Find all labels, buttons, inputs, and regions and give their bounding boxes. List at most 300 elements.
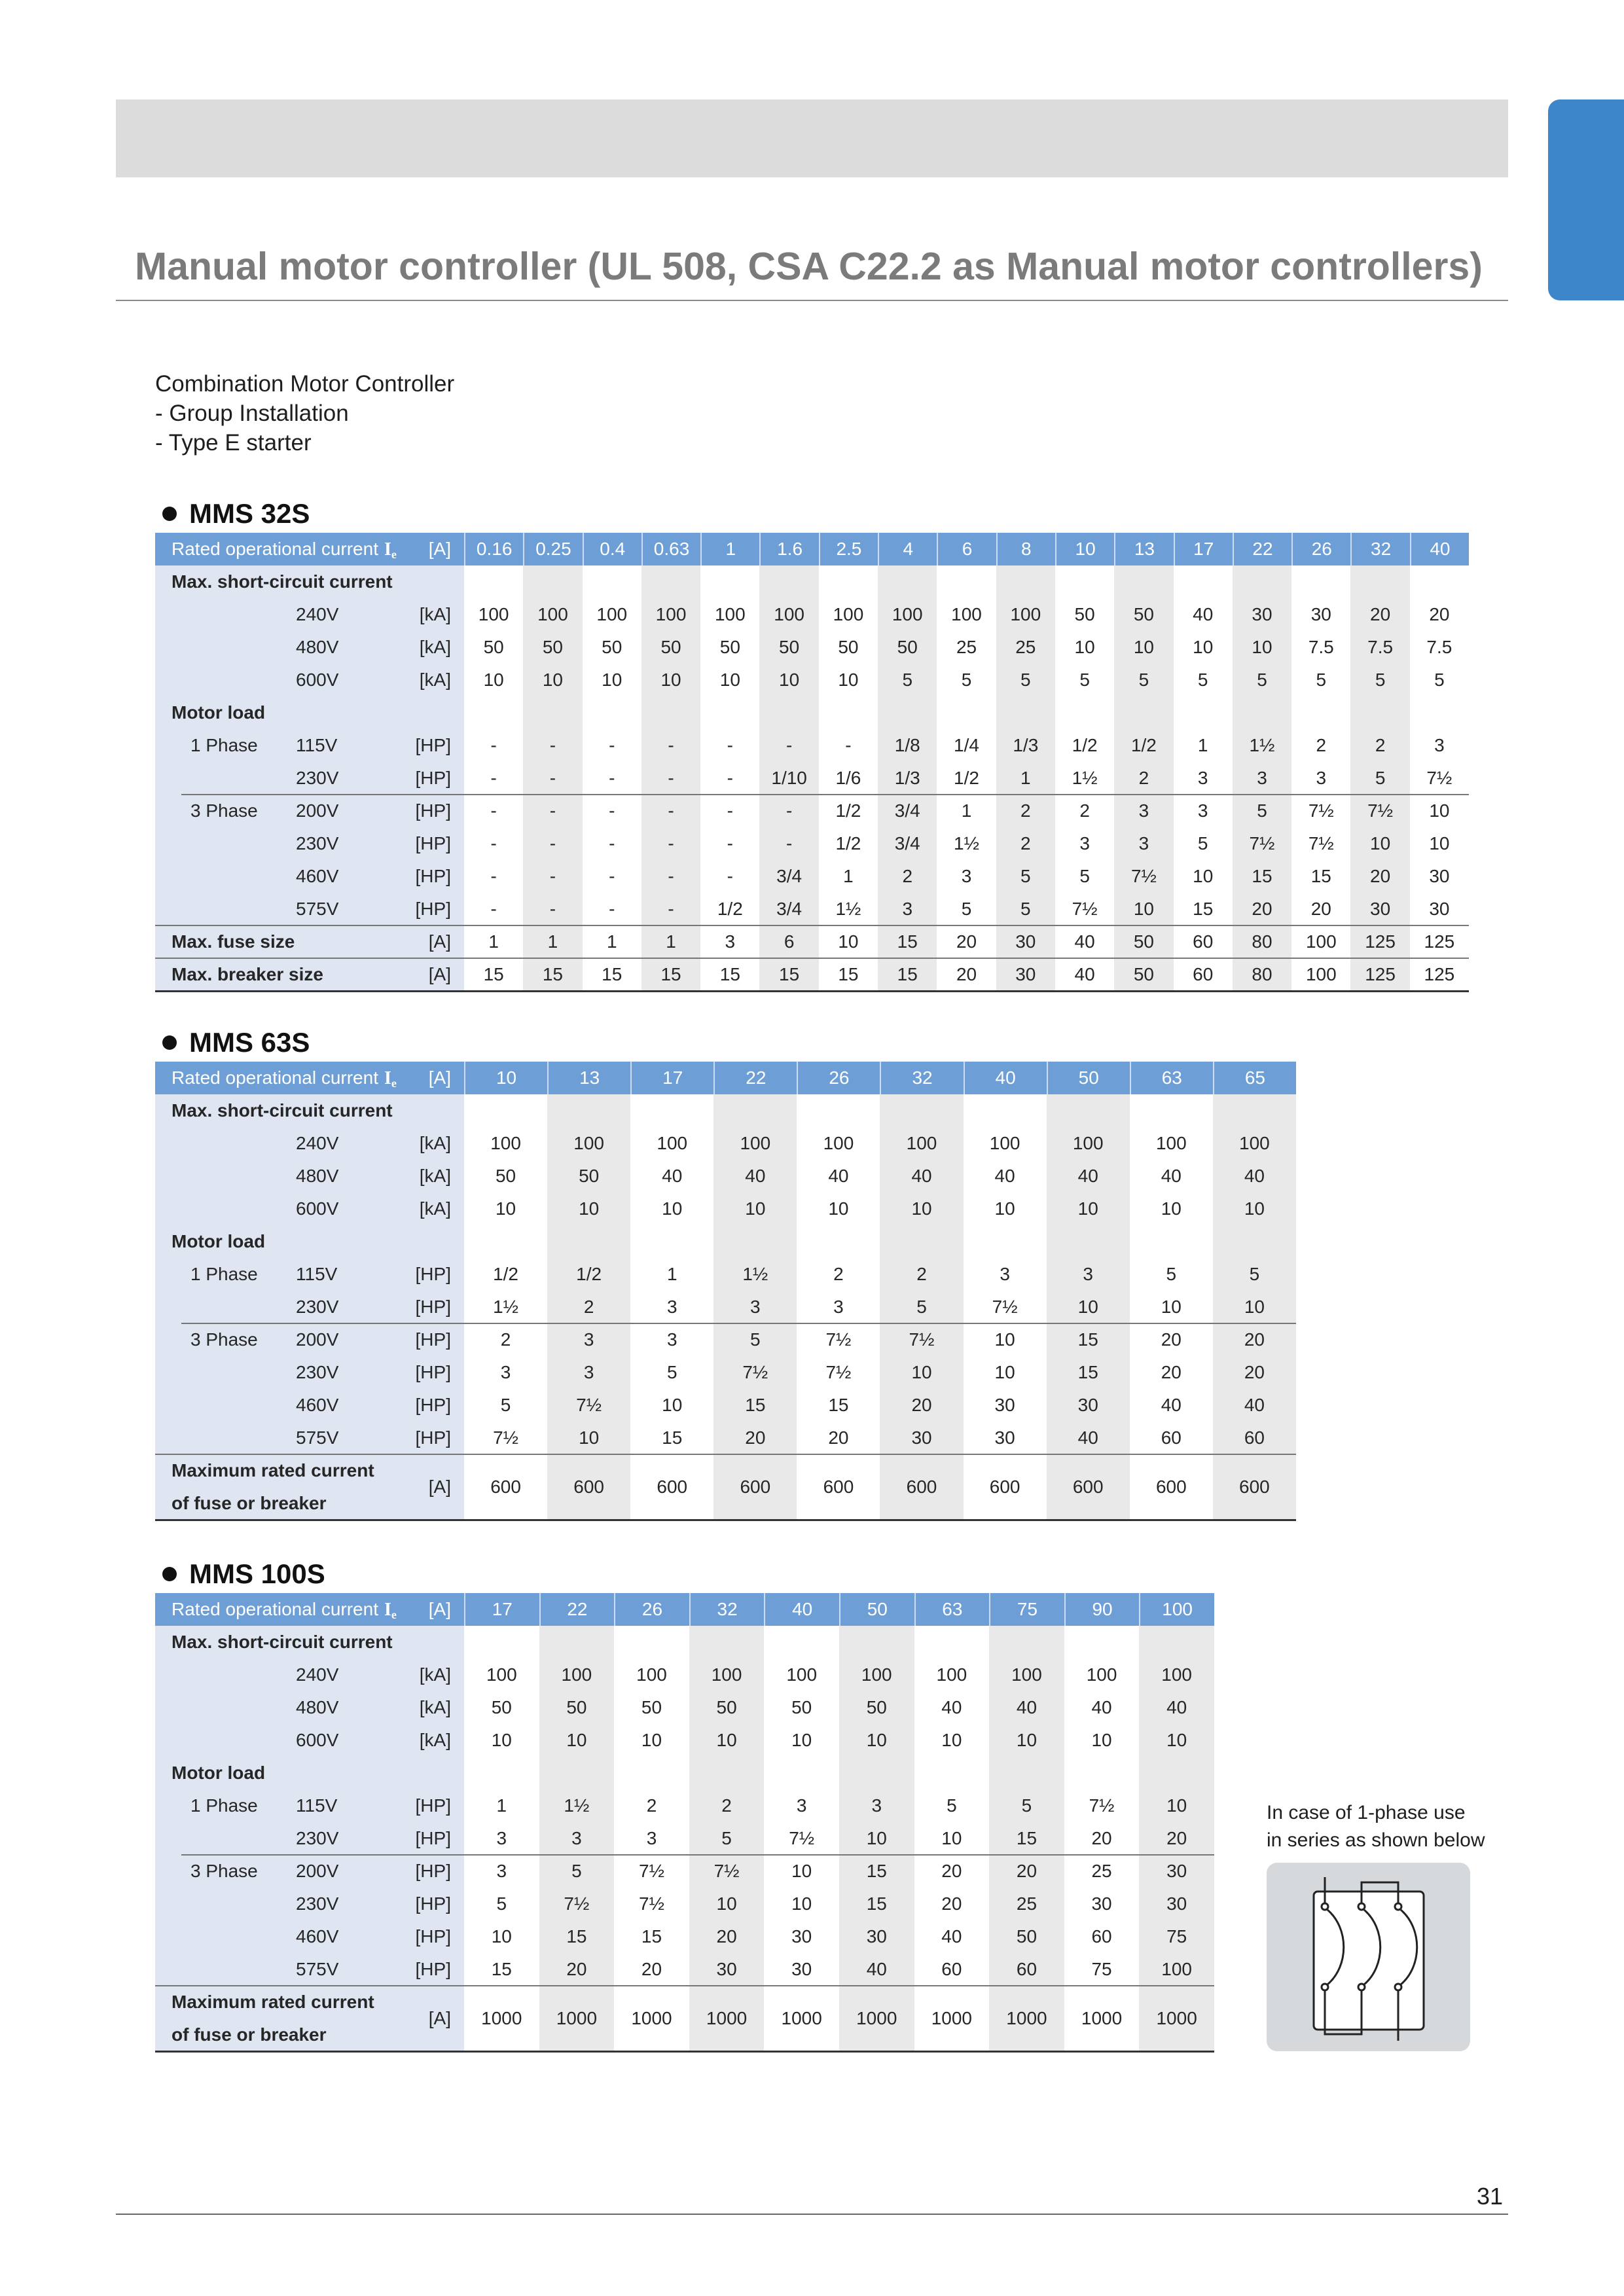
row-label-cell	[155, 1953, 464, 1986]
rating-table	[155, 1062, 1296, 1520]
value-cell: 60	[1213, 1422, 1296, 1454]
value-cell: 1000	[989, 1986, 1064, 2051]
empty-cell	[1233, 696, 1291, 729]
value-cell: 30	[994, 1427, 1015, 1448]
value-cell: 15	[838, 964, 859, 984]
value-cell: 20	[539, 1953, 615, 1986]
header-value-cell: 75	[989, 1593, 1064, 1626]
value-cell: 20	[1429, 604, 1450, 624]
current-symbol: I	[384, 1600, 391, 1620]
current-symbol-subscript: e	[391, 548, 397, 561]
value-cell: 10	[1074, 637, 1095, 657]
value-cell: 60	[1091, 1926, 1112, 1946]
value-cell: 100	[996, 598, 1055, 631]
value-cell: 10	[602, 670, 623, 690]
section-label: Max. short-circuit current	[171, 1100, 393, 1121]
value-cell: 5	[878, 664, 937, 696]
value-cell: 1/8	[878, 729, 937, 762]
unit-label: [HP]	[415, 768, 451, 788]
value-cell: -	[641, 827, 700, 860]
empty-cell	[539, 1757, 615, 1789]
value-cell: 7½	[789, 1828, 815, 1848]
value-cell: 15	[719, 964, 740, 984]
value-cell: -	[523, 827, 582, 860]
intro-line: - Group Installation	[155, 401, 349, 426]
value-cell: 20	[941, 1893, 962, 1914]
value-cell: 10	[791, 1730, 812, 1750]
value-cell: 50	[602, 637, 623, 657]
value-cell: 10	[713, 1193, 797, 1225]
value-cell: 25	[1091, 1861, 1112, 1881]
value-cell: 15	[1310, 866, 1331, 886]
value-cell: 20	[1310, 899, 1331, 919]
value-cell: 1½	[1072, 768, 1098, 788]
header-value-cell: 0.4	[583, 533, 641, 565]
data-row	[155, 795, 1469, 827]
header-value-cell: 100	[1139, 1593, 1214, 1626]
empty-cell	[464, 565, 523, 598]
value-cell: 600	[880, 1454, 963, 1520]
voltage-label: 575V	[296, 1959, 339, 1979]
empty-cell	[839, 1626, 914, 1659]
value-cell: 10	[880, 1193, 963, 1225]
voltage-label: 115V	[296, 735, 338, 755]
value-cell: 5	[1114, 664, 1173, 696]
value-cell: 2	[1079, 800, 1090, 821]
value-cell: 50	[1074, 604, 1095, 624]
unit-label: [A]	[428, 539, 451, 559]
value-cell: 100	[823, 1133, 854, 1153]
value-cell: 40	[994, 1166, 1015, 1186]
value-cell: 3	[539, 1822, 615, 1855]
value-cell: 40	[1047, 1422, 1130, 1454]
value-cell: 7½	[880, 1323, 963, 1356]
value-cell: 7½	[713, 1356, 797, 1389]
value-cell: 10	[1429, 833, 1450, 853]
value-cell: 20	[941, 1861, 962, 1881]
value-cell: 1000	[839, 1986, 914, 2051]
empty-cell	[630, 1225, 713, 1258]
data-row	[155, 1855, 1214, 1888]
value-cell: 3	[1114, 827, 1173, 860]
unit-label: [HP]	[415, 800, 451, 821]
table-bottom-rule	[155, 2051, 1214, 2053]
value-cell: 2	[547, 1291, 630, 1323]
value-cell: 10	[1091, 1730, 1112, 1750]
empty-cell	[1055, 696, 1114, 729]
value-cell: 7½	[493, 1427, 519, 1448]
value-cell: 20	[1213, 1356, 1296, 1389]
group-divider	[181, 1323, 1296, 1324]
value-cell: 100	[713, 1127, 797, 1160]
header-value-cell: 32	[880, 1062, 963, 1094]
value-cell: 10	[941, 1828, 962, 1848]
value-cell: 7½	[825, 1329, 852, 1350]
value-cell: 10	[689, 1724, 765, 1757]
row-label-cell	[155, 1659, 464, 1691]
header-value-cell: 26	[614, 1593, 689, 1626]
row-label-cell	[155, 1291, 464, 1323]
voltage-label: 230V	[296, 1297, 339, 1317]
value-cell: 3	[500, 1362, 511, 1382]
value-cell: 3	[496, 1828, 507, 1848]
value-cell: 5	[1197, 670, 1208, 690]
empty-cell	[630, 1094, 713, 1127]
empty-cell	[880, 1094, 963, 1127]
value-cell: 5	[1233, 664, 1291, 696]
data-row	[155, 1160, 1296, 1193]
empty-cell	[996, 565, 1055, 598]
unit-label: [HP]	[415, 1427, 451, 1448]
value-cell: 50	[759, 631, 818, 664]
value-cell: 15	[1047, 1356, 1130, 1389]
header-value-cell: 6	[937, 533, 996, 565]
value-cell: 1/2	[493, 1264, 519, 1284]
row-divider	[155, 1985, 1214, 1986]
current-symbol: I	[384, 539, 391, 560]
value-cell: 1/6	[835, 768, 861, 788]
value-cell: 5	[996, 893, 1055, 925]
value-cell: 5	[961, 670, 972, 690]
rating-table	[155, 533, 1469, 991]
value-cell: 40	[880, 1160, 963, 1193]
header-value-cell: 26	[1291, 533, 1350, 565]
value-cell: 1½	[835, 899, 861, 919]
value-cell: 600	[713, 1454, 797, 1520]
row-label-cell	[155, 925, 464, 958]
value-cell: -	[523, 860, 582, 893]
value-cell: 2	[1350, 729, 1409, 762]
empty-cell	[1291, 696, 1350, 729]
header-value-cell: 0.25	[523, 533, 582, 565]
value-cell: 5	[1197, 833, 1208, 853]
header-value-cell: 40	[1410, 533, 1469, 565]
value-cell: 3	[1233, 762, 1291, 795]
value-cell: 60	[1193, 964, 1214, 984]
value-cell: -	[641, 795, 700, 827]
value-cell: 50	[491, 1697, 512, 1717]
voltage-label: 230V	[296, 1362, 339, 1382]
empty-cell	[964, 1094, 1047, 1127]
rated-current-text: Rated operational current	[171, 1067, 378, 1088]
data-row	[155, 1822, 1214, 1855]
value-cell: 100	[878, 598, 937, 631]
note-line: In case of 1-phase use	[1267, 1802, 1466, 1823]
data-row	[155, 1953, 1214, 1986]
empty-cell	[1410, 565, 1469, 598]
value-cell: 15	[839, 1855, 914, 1888]
value-cell: 3/4	[759, 893, 818, 925]
empty-cell	[641, 696, 700, 729]
value-cell: 3	[725, 931, 736, 952]
voltage-label: 460V	[296, 1926, 339, 1946]
value-cell: 75	[1091, 1959, 1112, 1979]
value-cell: 3	[713, 1291, 797, 1323]
data-row	[155, 631, 1469, 664]
row-label-cell	[155, 1888, 464, 1920]
value-cell: 5	[1213, 1258, 1296, 1291]
value-cell: 5	[496, 1893, 507, 1914]
value-cell: 1000	[781, 2008, 822, 2028]
rated-current-label	[171, 1062, 397, 1095]
value-cell: 1	[496, 1795, 507, 1816]
value-cell: 30	[791, 1959, 812, 1979]
table-bottom-rule	[155, 1519, 1296, 1521]
unit-label: [HP]	[415, 1861, 451, 1881]
value-cell: 3	[1047, 1258, 1130, 1291]
value-cell: 10	[791, 1893, 812, 1914]
value-cell: 10	[994, 1362, 1015, 1382]
value-cell: 30	[839, 1920, 914, 1953]
value-cell: 7.5	[1426, 637, 1453, 657]
unit-label: [A]	[428, 1067, 451, 1088]
data-row	[155, 1291, 1296, 1323]
value-cell: 600	[1155, 1477, 1187, 1497]
value-cell: 3/4	[759, 860, 818, 893]
value-cell: -	[523, 729, 582, 762]
empty-cell	[1213, 1094, 1296, 1127]
value-cell: 50	[838, 637, 859, 657]
value-cell: 30	[1047, 1389, 1130, 1422]
empty-cell	[523, 565, 582, 598]
value-cell: 100	[486, 1664, 517, 1685]
header-value-cell: 50	[1047, 1062, 1130, 1094]
empty-cell	[464, 1225, 547, 1258]
row-label-cell	[155, 1757, 464, 1789]
value-cell: 50	[878, 631, 937, 664]
unit-label: [HP]	[415, 866, 451, 886]
row-label-cell	[155, 696, 464, 729]
value-cell: 7½	[1426, 768, 1453, 788]
value-cell: 15	[828, 1395, 849, 1415]
value-cell: 5	[996, 664, 1055, 696]
data-row	[155, 1888, 1214, 1920]
value-cell: 10	[662, 1198, 683, 1219]
unit-label: [kA]	[419, 1730, 451, 1750]
row-label-cell	[155, 1855, 464, 1888]
value-cell: 100	[786, 1664, 818, 1685]
value-cell: 15	[539, 1920, 615, 1953]
empty-cell	[689, 1757, 765, 1789]
empty-cell	[1139, 1757, 1214, 1789]
value-cell: 100	[547, 1127, 630, 1160]
value-cell: 50	[483, 637, 504, 657]
value-cell: 100	[641, 598, 700, 631]
empty-cell	[759, 565, 818, 598]
empty-cell	[964, 1225, 1047, 1258]
header-value-cell: 90	[1064, 1593, 1140, 1626]
data-row	[155, 860, 1469, 893]
voltage-label: 600V	[296, 1730, 339, 1750]
value-cell: 50	[989, 1920, 1064, 1953]
current-symbol-subscript: e	[391, 1608, 397, 1621]
empty-cell	[641, 565, 700, 598]
row-label-cell	[155, 1822, 464, 1855]
value-cell: 1/2	[717, 899, 743, 919]
value-cell: 15	[641, 958, 700, 991]
row-label-cell	[155, 1691, 464, 1724]
value-cell: 15	[483, 964, 504, 984]
value-cell: 15	[878, 925, 937, 958]
mms-63s-section	[155, 1024, 1296, 1520]
row-label-cell	[155, 1258, 464, 1291]
note-line: in series as shown below	[1267, 1829, 1485, 1851]
table-bottom-rule	[155, 990, 1469, 992]
rating-table	[155, 1593, 1214, 2051]
header-value-cell: 2.5	[819, 533, 878, 565]
value-cell: 50	[719, 637, 740, 657]
data-row	[155, 1920, 1214, 1953]
row-label-cell	[155, 664, 464, 696]
value-cell: -	[609, 899, 615, 919]
value-cell: -	[523, 762, 582, 795]
value-cell: 3	[496, 1861, 507, 1881]
value-cell: 1½	[493, 1297, 519, 1317]
value-cell: 1½	[954, 833, 979, 853]
value-cell: 40	[1213, 1160, 1296, 1193]
empty-cell	[539, 1626, 615, 1659]
value-cell: 5	[961, 899, 972, 919]
value-cell: 15	[662, 1427, 683, 1448]
value-cell: 50	[839, 1691, 914, 1724]
empty-cell	[764, 1626, 839, 1659]
data-row	[155, 958, 1469, 991]
empty-cell	[464, 1626, 539, 1659]
terminal	[1322, 1903, 1328, 1910]
row-divider	[155, 925, 1469, 926]
unit-label: [kA]	[419, 1198, 451, 1219]
value-cell: 7½	[639, 1861, 664, 1881]
value-cell: 30	[1310, 604, 1331, 624]
unit-label: [HP]	[415, 1893, 451, 1914]
header-value-cell: 26	[797, 1062, 880, 1094]
value-cell: -	[727, 833, 733, 853]
value-cell: 20	[1233, 893, 1291, 925]
model-heading	[155, 1024, 1296, 1062]
empty-cell	[713, 1225, 797, 1258]
value-cell: 50	[641, 1697, 662, 1717]
value-cell: 600	[547, 1454, 630, 1520]
value-cell: 600	[490, 1477, 521, 1497]
value-cell: 1	[961, 800, 972, 821]
value-cell: 3	[839, 1789, 914, 1822]
value-cell: -	[490, 768, 497, 788]
value-cell: 20	[956, 964, 977, 984]
value-cell: 10	[1350, 827, 1409, 860]
empty-cell	[700, 565, 759, 598]
value-cell: 30	[1429, 866, 1450, 886]
value-cell: 30	[1139, 1888, 1214, 1920]
header-value-cell: 17	[464, 1593, 539, 1626]
value-cell: 40	[1193, 604, 1214, 624]
unit-label: [kA]	[419, 1166, 451, 1186]
value-cell: 30	[1139, 1855, 1214, 1888]
rated-current-text: Rated operational current	[171, 1599, 378, 1619]
value-cell: 20	[956, 931, 977, 952]
row-label-cell	[155, 860, 464, 893]
empty-cell	[523, 696, 582, 729]
value-cell: 1000	[631, 2008, 672, 2028]
empty-cell	[1114, 565, 1173, 598]
value-cell: 30	[996, 958, 1055, 991]
series-wiring-diagram	[1267, 1863, 1470, 2051]
value-cell: 75	[1139, 1920, 1214, 1953]
model-heading	[155, 495, 1469, 533]
value-cell: 10	[641, 664, 700, 696]
value-cell: 3	[666, 1329, 677, 1350]
value-cell: 1/2	[835, 833, 861, 853]
value-cell: 60	[941, 1959, 962, 1979]
model-name: MMS 32S	[189, 498, 310, 529]
value-cell: 1000	[689, 1986, 765, 2051]
chapter-tab	[1548, 99, 1624, 300]
value-cell: 100	[539, 1659, 615, 1691]
value-cell: 7.5	[1308, 637, 1334, 657]
value-cell: 20	[1161, 1362, 1182, 1382]
value-cell: 1½	[1233, 729, 1291, 762]
value-cell: 5	[500, 1395, 511, 1415]
header-band	[116, 99, 1508, 177]
value-cell: 25	[956, 637, 977, 657]
unit-label: [A]	[428, 931, 451, 952]
header-value-cell: 4	[878, 533, 937, 565]
unit-label: [HP]	[415, 735, 451, 755]
value-cell: -	[641, 762, 700, 795]
empty-cell	[996, 696, 1055, 729]
value-cell: 600	[657, 1477, 688, 1497]
voltage-label: 480V	[296, 637, 339, 657]
phase-group-label: 1 Phase	[190, 735, 258, 755]
section-label: Max. short-circuit current	[171, 1632, 393, 1652]
data-row	[155, 1454, 1296, 1520]
data-row	[155, 1258, 1296, 1291]
bullet-dot-icon	[162, 1567, 177, 1581]
value-cell: 7½	[1089, 1795, 1115, 1816]
header-value-cell: 17	[630, 1062, 713, 1094]
value-cell: -	[609, 768, 615, 788]
value-cell: 3	[961, 866, 972, 886]
value-cell: 1000	[539, 1986, 615, 2051]
empty-cell	[878, 565, 937, 598]
value-cell: 1/3	[996, 729, 1055, 762]
empty-cell	[1130, 1094, 1213, 1127]
value-cell: 7½	[1308, 833, 1334, 853]
empty-cell	[989, 1757, 1064, 1789]
data-row	[155, 664, 1469, 696]
value-cell: 80	[1233, 925, 1291, 958]
value-cell: 40	[941, 1926, 962, 1946]
footer-divider	[116, 2214, 1508, 2215]
value-cell: 3	[1079, 833, 1090, 853]
row-label-cell	[155, 958, 464, 991]
row-label-cell	[155, 762, 464, 795]
row-label-cell	[155, 565, 464, 598]
data-row	[155, 1789, 1214, 1822]
value-cell: 100	[1305, 931, 1337, 952]
value-cell: 600	[823, 1477, 854, 1497]
unit-label: [HP]	[415, 1926, 451, 1946]
value-cell: 1/2	[954, 768, 979, 788]
section-label: Motor load	[171, 1231, 266, 1251]
voltage-label: 230V	[296, 1893, 339, 1914]
empty-cell	[583, 696, 641, 729]
rated-current-label	[171, 533, 397, 566]
value-cell: 20	[713, 1422, 797, 1454]
header-value-cell: 32	[689, 1593, 765, 1626]
value-cell: 5	[1350, 664, 1409, 696]
value-cell: 1/2	[1114, 729, 1173, 762]
row-label-cell	[155, 1225, 464, 1258]
